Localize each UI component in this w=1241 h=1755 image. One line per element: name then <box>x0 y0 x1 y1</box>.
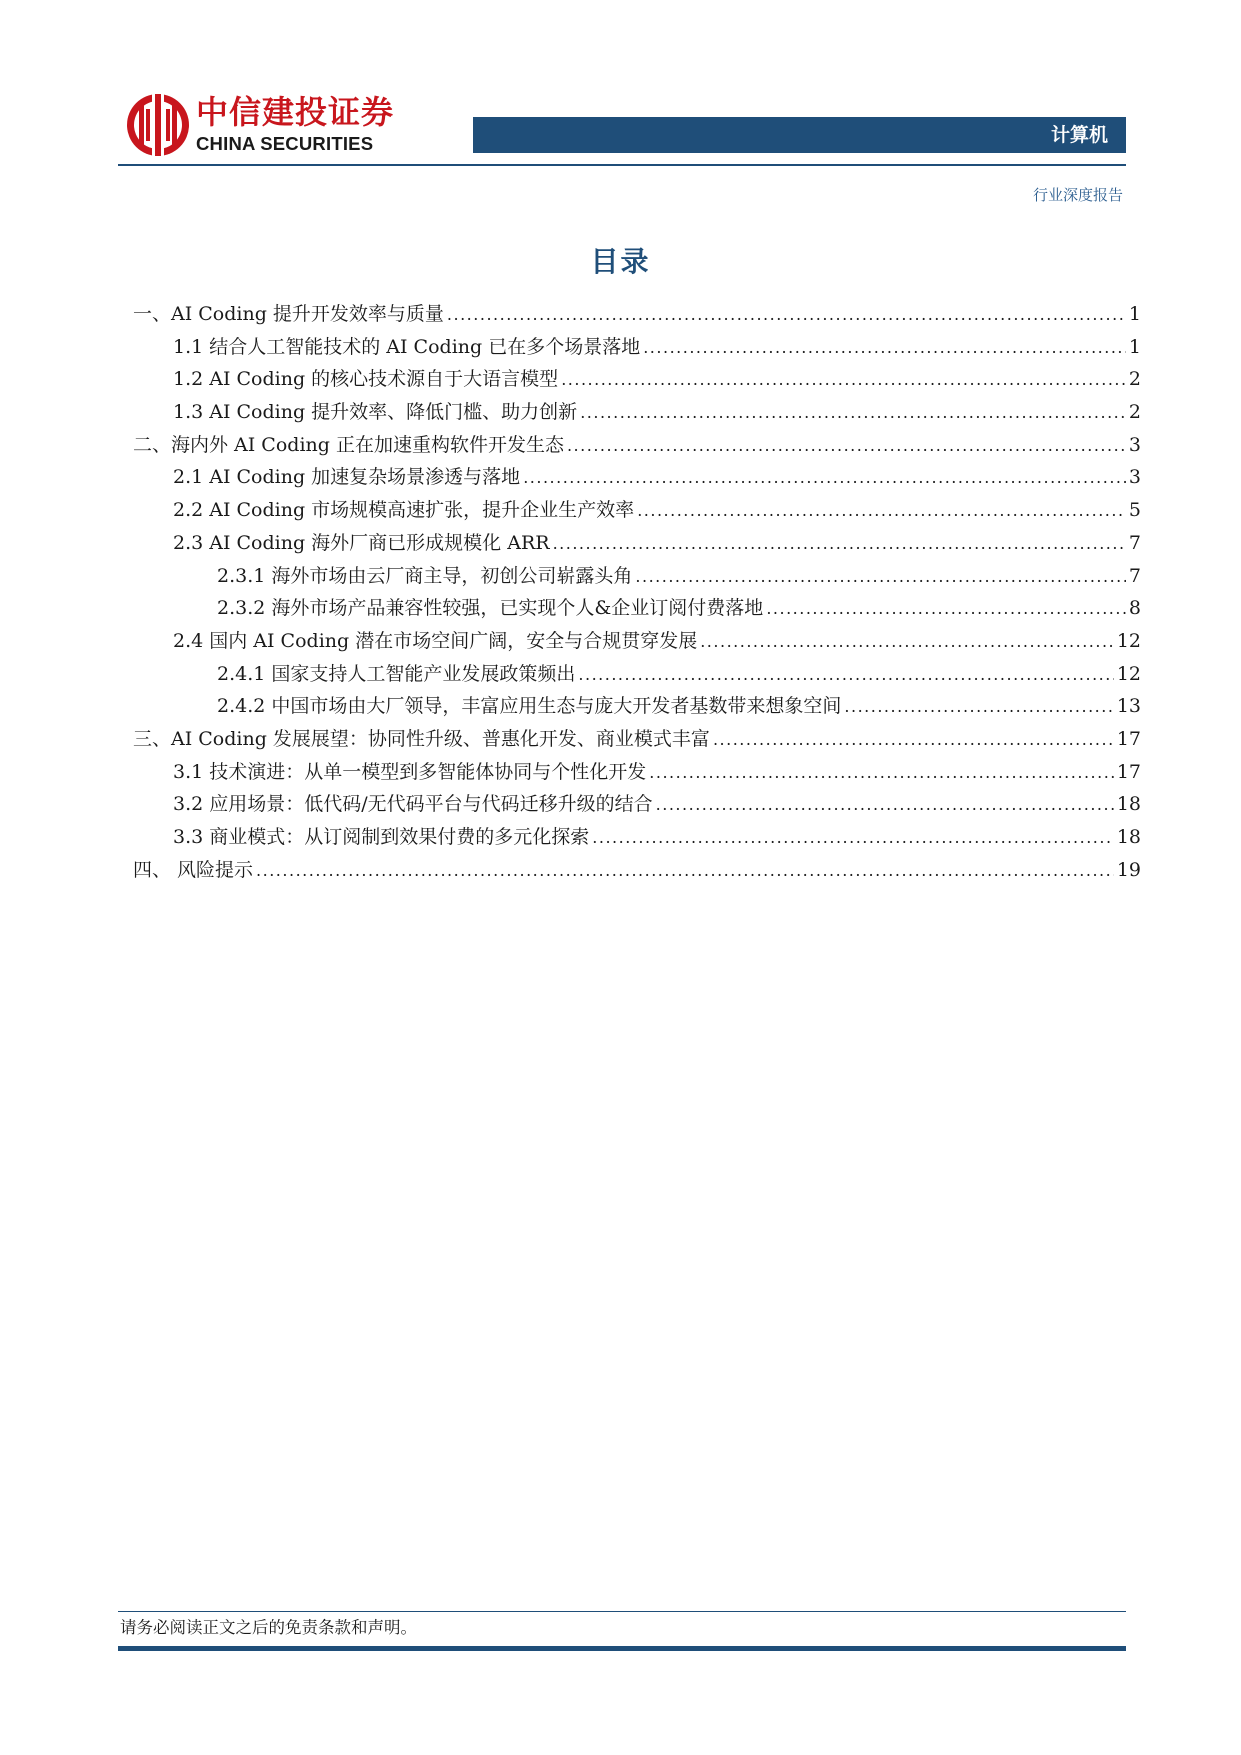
toc-leader <box>700 626 1114 659</box>
toc-entry[interactable] <box>133 494 1141 527</box>
brand-name-en: CHINA SECURITIES <box>196 133 374 154</box>
toc-leader <box>592 822 1114 855</box>
toc-entry[interactable] <box>133 363 1141 396</box>
page-title: 目录 <box>590 245 651 278</box>
toc-entry-text: 3.3 商业模式：从订阅制到效果付费的多元化探索 <box>173 826 590 848</box>
toc-entry[interactable] <box>133 560 1141 593</box>
toc-leader <box>635 561 1126 594</box>
toc-leader <box>637 495 1126 528</box>
footer-disclaimer: 请务必阅读正文之后的免责条款和声明。 <box>120 1618 417 1637</box>
toc-entry-page: 2 <box>1128 401 1141 424</box>
toc-leader <box>567 430 1126 463</box>
toc-leader <box>580 397 1126 430</box>
toc-entry-page: 7 <box>1128 564 1141 587</box>
toc-leader <box>256 855 1114 888</box>
toc-entry-text: 2.1 AI Coding 加速复杂场景渗透与落地 <box>173 466 521 489</box>
toc-entry-page: 5 <box>1128 499 1141 522</box>
toc-leader <box>578 659 1113 692</box>
toc-entry-text: 2.4.2 中国市场由大厂领导，丰富应用生态与庞大开发者基数带来想象空间 <box>217 695 842 718</box>
toc-entry[interactable] <box>133 592 1141 625</box>
toc-entry[interactable] <box>133 396 1141 429</box>
toc-entry-page: 12 <box>1116 662 1141 685</box>
toc-entry-page: 3 <box>1128 466 1141 489</box>
toc-entry[interactable] <box>133 821 1141 854</box>
toc-entry-text: 一、AI Coding 提升开发效率与质量 <box>133 303 444 325</box>
toc-entry[interactable] <box>133 429 1141 462</box>
table-of-contents <box>133 298 1141 886</box>
toc-entry-page: 17 <box>1116 727 1141 750</box>
toc-entry-text: 2.3 AI Coding 海外厂商已形成规模化 ARR <box>173 531 550 554</box>
toc-entry-text: 2.4.1 国家支持人工智能产业发展政策频出 <box>217 662 576 685</box>
header-divider <box>118 164 1126 166</box>
toc-entry-page: 3 <box>1128 433 1141 456</box>
brand-name-cn: 中信建投证券 <box>196 93 395 131</box>
toc-leader <box>844 691 1113 724</box>
toc-entry-page: 2 <box>1128 368 1141 391</box>
toc-entry-text: 2.3.1 海外市场由云厂商主导，初创公司崭露头角 <box>217 564 633 587</box>
toc-leader <box>523 462 1126 495</box>
toc-entry-text: 3.2 应用场景：低代码/无代码平台与代码迁移升级的结合 <box>173 793 653 816</box>
toc-entry-page: 19 <box>1116 858 1141 881</box>
toc-entry-text: 2.2 AI Coding 市场规模高速扩张，提升企业生产效率 <box>173 499 635 522</box>
toc-entry-text: 三、AI Coding 发展展望：协同性升级、普惠化开发、商业模式丰富 <box>133 727 710 750</box>
toc-entry-text: 1.1 结合人工智能技术的 AI Coding 已在多个场景落地 <box>173 335 641 358</box>
toc-leader <box>656 789 1114 822</box>
toc-leader <box>713 724 1114 757</box>
toc-leader <box>643 332 1126 365</box>
toc-leader <box>553 528 1126 561</box>
toc-entry-page: 17 <box>1116 760 1141 783</box>
toc-entry-page: 18 <box>1116 793 1141 816</box>
toc-entry-page: 8 <box>1128 597 1141 620</box>
toc-entry-text: 1.2 AI Coding 的核心技术源自于大语言模型 <box>173 368 559 391</box>
toc-entry[interactable] <box>133 854 1141 887</box>
toc-leader <box>649 757 1114 790</box>
toc-entry[interactable] <box>133 658 1141 691</box>
toc-entry-page: 7 <box>1128 531 1141 554</box>
toc-entry[interactable] <box>133 788 1141 821</box>
sector-label: 计算机 <box>1050 124 1108 146</box>
toc-entry-text: 3.1 技术演进：从单一模型到多智能体协同与个性化开发 <box>173 760 647 783</box>
toc-leader <box>447 299 1126 332</box>
toc-entry-text: 二、海内外 AI Coding 正在加速重构软件开发生态 <box>133 433 564 456</box>
toc-entry-text: 四、 风险提示 <box>133 858 254 881</box>
toc-entry-text: 1.3 AI Coding 提升效率、降低门槛、助力创新 <box>173 401 578 424</box>
toc-entry-page: 1 <box>1128 303 1141 325</box>
report-type-label: 行业深度报告 <box>1032 186 1123 204</box>
sector-banner <box>473 117 1126 153</box>
toc-entry[interactable] <box>133 625 1141 658</box>
citic-logo-icon <box>125 92 191 158</box>
toc-entry[interactable] <box>133 331 1141 364</box>
toc-entry-text: 2.3.2 海外市场产品兼容性较强，已实现个人&企业订阅付费落地 <box>217 597 764 620</box>
toc-entry[interactable] <box>133 723 1141 756</box>
toc-entry[interactable] <box>133 527 1141 560</box>
toc-entry-page: 18 <box>1116 826 1141 848</box>
toc-entry-page: 12 <box>1116 629 1141 652</box>
footer-bar <box>118 1646 1126 1651</box>
toc-entry-text: 2.4 国内 AI Coding 潜在市场空间广阔，安全与合规贯穿发展 <box>173 629 698 652</box>
toc-entry[interactable] <box>133 690 1141 723</box>
toc-entry-page: 13 <box>1116 695 1141 718</box>
toc-entry-page: 1 <box>1128 335 1141 358</box>
toc-leader <box>561 364 1126 397</box>
toc-entry[interactable] <box>133 756 1141 789</box>
footer-divider <box>118 1611 1126 1612</box>
toc-entry[interactable] <box>133 298 1141 331</box>
toc-leader <box>766 593 1126 626</box>
toc-entry[interactable] <box>133 461 1141 494</box>
